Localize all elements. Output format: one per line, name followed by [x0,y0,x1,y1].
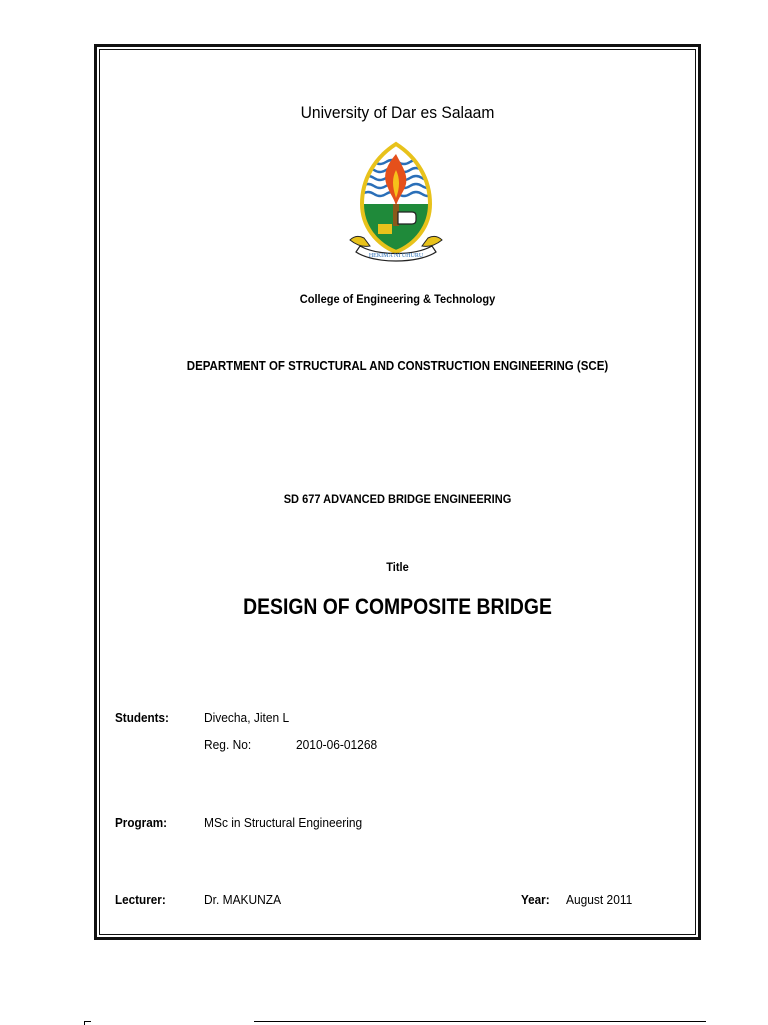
lecturer-value: Dr. MAKUNZA [204,892,282,907]
reg-no-label: Reg. No: [204,737,252,752]
university-name: University of Dar es Salaam [300,103,495,122]
title-label: Title [386,560,409,574]
student-name: Divecha, Jiten L [204,710,290,725]
next-page-rule [254,1021,706,1022]
year-value: August 2011 [566,892,633,907]
document-title: DESIGN OF COMPOSITE BRIDGE [243,594,552,619]
next-page-corner [84,1021,91,1025]
program-value: MSc in Structural Engineering [204,815,363,830]
department-name: DEPARTMENT OF STRUCTURAL AND CONSTRUCTION ENGINEERING (SCE) [186,359,609,373]
university-crest-logo [344,140,448,270]
students-label: Students: [115,710,169,725]
program-label: Program: [115,815,168,830]
year-label: Year: [521,892,550,907]
course-title: SD 677 ADVANCED BRIDGE ENGINEERING [283,492,512,506]
reg-no-value: 2010-06-01268 [296,737,378,752]
college-name: College of Engineering & Technology [299,292,496,306]
crest-motto: HEKIMA NI UHURU [368,253,424,259]
lecturer-label: Lecturer: [115,892,166,907]
